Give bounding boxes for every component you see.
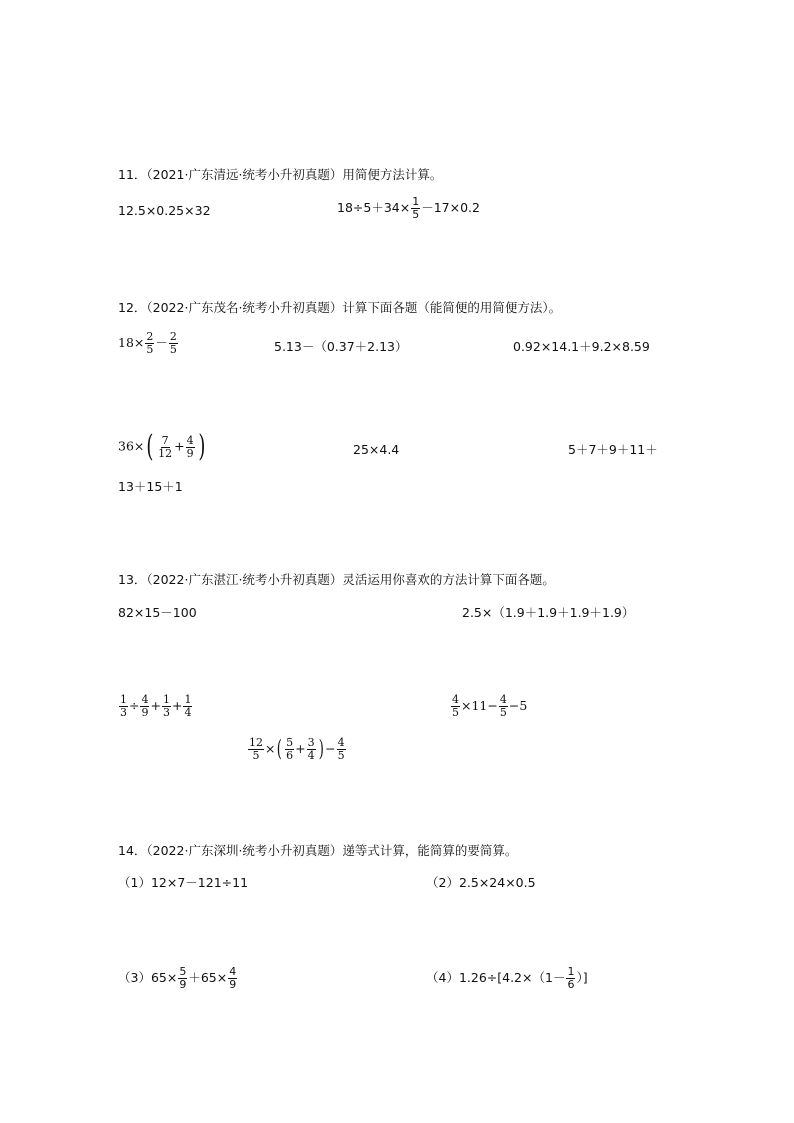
fraction: $\frac{1}{4}$ (184, 693, 192, 719)
fraction: $\frac{12}{5}$ (249, 736, 263, 762)
q11-e2-part-a: 18÷5＋34× (337, 200, 411, 215)
q13-expression-5: $\frac{12}{5}$ ×( $\frac{5}{6}$ + $\frac{3}{4}$ ) − $\frac{4}{5}$ (249, 736, 345, 762)
fraction: $\frac{4}{9}$ (186, 433, 194, 460)
question-14-header: 14．（2022·广东深圳·统考小升初真题）递等式计算，能简算的要简算。 (118, 843, 518, 858)
fraction: $\frac{4}{5}$ (452, 693, 459, 719)
fraction: $\frac{1}{3}$ (120, 693, 127, 719)
q12-expression-5: 25×4.4 (353, 442, 400, 457)
fraction: $\frac{5}{6}$ (286, 736, 294, 762)
fraction: $\frac{4}{5}$ (337, 736, 345, 762)
fraction: $\frac{4}{9}$ (229, 965, 237, 991)
fraction: $\frac{2}{5}$ (169, 330, 177, 356)
q11-e2-part-b: －17×0.2 (421, 200, 480, 215)
q12-expression-4: 36×( $\frac{7}{12}$ + $\frac{4}{9}$ ) (118, 429, 205, 464)
q14-part-4: （4）1.26÷[4.2×（1－ $\frac{1}{6}$ ）] (426, 965, 588, 991)
q11-expression-1: 12.5×0.25×32 (118, 203, 211, 218)
fraction: $\frac{1}{3}$ (162, 693, 170, 719)
question-13-header: 13．（2022·广东湛江·统考小升初真题）灵活运用你喜欢的方法计算下面各题。 (118, 572, 555, 587)
q12-expression-1: 18× $\frac{2}{5}$ － $\frac{2}{5}$ (118, 330, 177, 356)
q12-expression-3: 0.92×14.1＋9.2×8.59 (513, 339, 650, 354)
question-11-header: 11．（2021·广东清远·统考小升初真题）用简便方法计算。 (118, 167, 443, 182)
q14-part-1: （1）12×7－121÷11 (118, 875, 249, 890)
fraction: $\frac{5}{9}$ (179, 965, 187, 991)
q12-expression-2: 5.13－（0.37＋2.13） (274, 339, 408, 354)
fraction: $\frac{3}{4}$ (307, 736, 315, 762)
q14-part-2: （2）2.5×24×0.5 (426, 875, 536, 890)
q12-expression-6b: 13＋15＋1 (118, 479, 183, 494)
q14-part-3: （3）65× $\frac{5}{9}$ ＋65× $\frac{4}{9}$ (118, 965, 237, 991)
q13-expression-3: $\frac{1}{3}$ ÷ $\frac{4}{9}$ + $\frac{1}{3}$ + $\frac{1}{4}$ (120, 693, 192, 719)
q13-expression-2: 2.5×（1.9＋1.9＋1.9＋1.9） (462, 605, 635, 620)
fraction: $\frac{2}{5}$ (146, 330, 154, 356)
question-12-header: 12．（2022·广东茂名·统考小升初真题）计算下面各题（能简便的用简便方法）。 (118, 300, 562, 315)
q13-expression-1: 82×15－100 (118, 605, 197, 620)
fraction: $\frac{4}{5}$ (499, 693, 507, 719)
q13-expression-4: $\frac{4}{5}$ ×11− $\frac{4}{5}$ −5 (452, 693, 528, 719)
q12-expression-6a: 5＋7＋9＋11＋ (568, 442, 658, 457)
fraction: $\frac{4}{9}$ (141, 693, 149, 719)
q11-expression-2 (337, 196, 480, 221)
fraction: $\frac{7}{12}$ (158, 433, 173, 460)
fraction: $\frac{1}{5}$ (412, 195, 420, 221)
fraction: $\frac{1}{6}$ (567, 965, 575, 991)
